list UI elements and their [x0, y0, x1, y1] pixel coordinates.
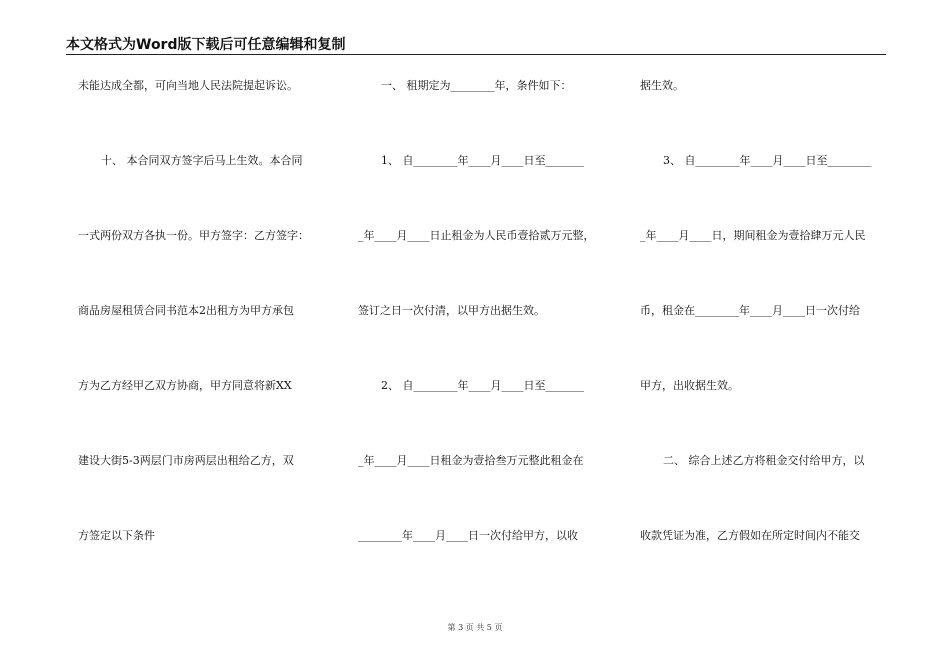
text-line: 3、 自________年____月____日至________ [663, 154, 872, 167]
text-line: 币，租金在________年____月____日一次付给 [640, 304, 860, 317]
text-line: 甲方，出收据生效。 [640, 379, 739, 392]
text-line: 一、 租期定为________年，条件如下： [381, 79, 572, 92]
text-line: 商品房屋租赁合同书范本2出租方为甲方承包 [78, 304, 294, 317]
text-line: 方为乙方经甲乙双方协商，甲方同意将新XX [78, 379, 292, 392]
text-line: 一式两份双方各执一份。甲方签字：乙方签字： [78, 229, 309, 242]
text-line: _年____月____日租金为壹拾叁万元整此租金在 [358, 454, 584, 467]
header-divider [66, 54, 886, 55]
text-line: _年____月____日，期间租金为壹拾肆万元人民 [640, 229, 866, 242]
page-number: 第 3 页 共 5 页 [447, 623, 503, 632]
text-line: 十、 本合同双方签字后马上生效。本合同 [101, 154, 303, 167]
text-line: 2、 自________年____月____日至_______ [381, 379, 584, 392]
document-header-title: 本文格式为Word版下载后可任意编辑和复制 [66, 37, 346, 53]
text-line: 二、 综合上述乙方将租金交付给甲方，以 [663, 454, 865, 467]
text-line: 1、 自________年____月____日至_______ [381, 154, 584, 167]
text-line: ________年____月____日一次付给甲方，以收 [358, 529, 578, 542]
text-line: 收款凭证为准，乙方假如在所定时间内不能交 [640, 529, 860, 542]
text-line: 建设大街5-3两层门市房两层出租给乙方，双 [78, 454, 294, 467]
text-line: 签订之日一次付清，以甲方出据生效。 [358, 304, 545, 317]
text-line: 方签定以下条件 [78, 529, 155, 542]
text-line: 未能达成全都，可向当地人民法院提起诉讼。 [78, 79, 298, 92]
text-line: 据生效。 [640, 79, 684, 92]
text-line: _年____月____日止租金为人民币壹拾贰万元整， [358, 229, 595, 242]
